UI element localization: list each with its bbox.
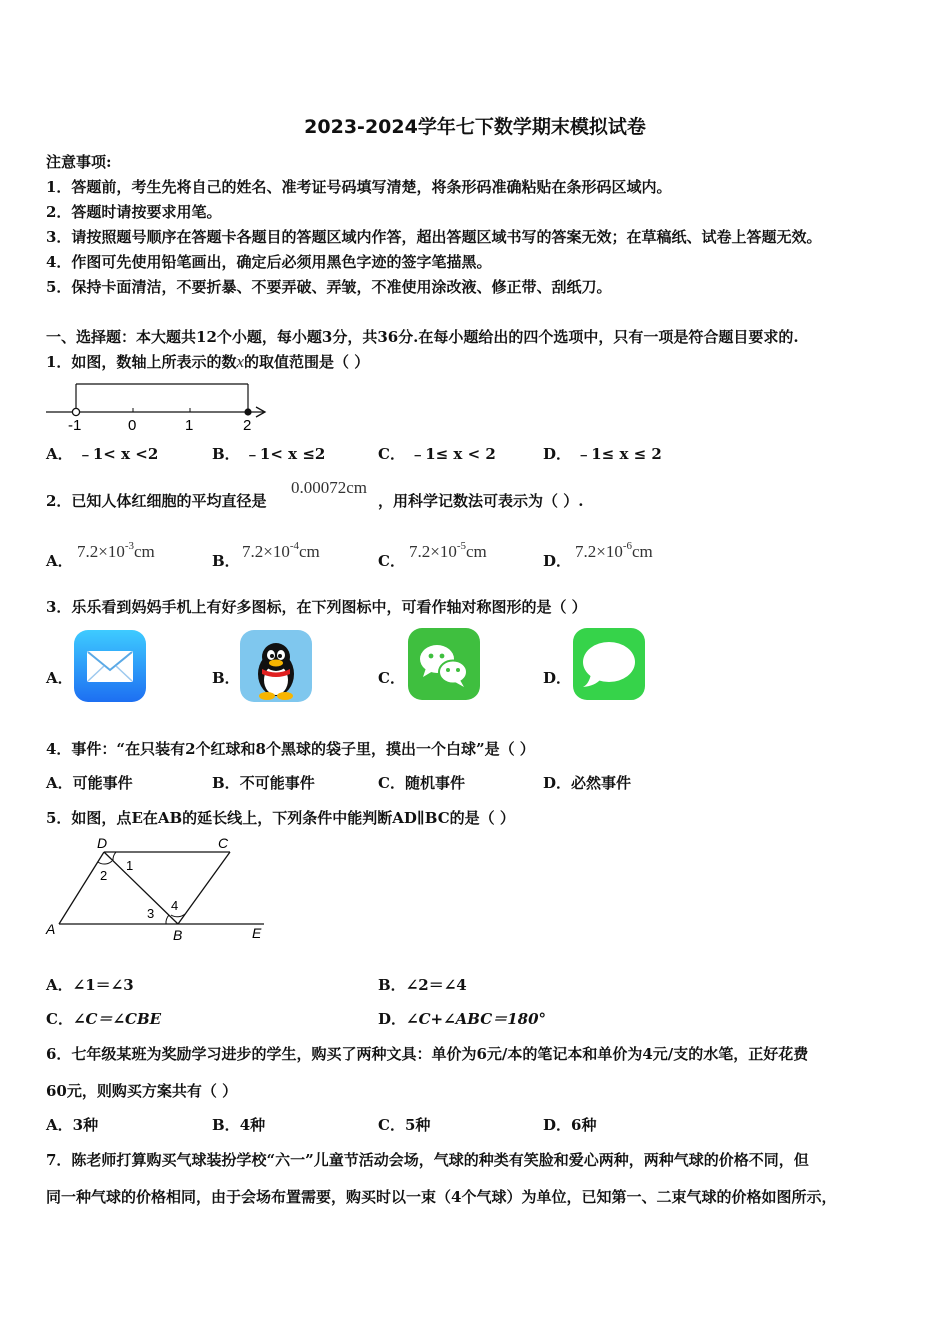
number-line-figure	[44, 376, 274, 434]
q4-option-a[interactable]: A．可能事件	[46, 774, 133, 792]
q6-stem-line1: 6．七年级某班为奖励学习进步的学生，购买了两种文具：单价为6元/本的笔记本和单价为4元/支的水笔，正好花费	[46, 1045, 809, 1063]
q7-stem-line1: 7．陈老师打算购买气球装扮学校“六一”儿童节活动会场，气球的种类有笑脸和爱心两种，两种气球的价格不同，但	[46, 1151, 809, 1169]
q2-option-d-value[interactable]: $7.2\times 10^{-6}cm$	[575, 540, 653, 561]
q7-stem-line2: 同一种气球的价格相同，由于会场布置需要，购买时以一束（4个气球）为单位，已知第一、二束气球的价格如图所示，	[46, 1188, 837, 1206]
q4-option-d[interactable]: D．必然事件	[543, 774, 632, 792]
point-label-B: B	[173, 927, 183, 943]
notice-heading: 注意事项:	[46, 153, 112, 171]
line-AD	[59, 852, 104, 924]
angle-arc-3	[166, 915, 169, 924]
point-label-A: A	[46, 921, 56, 937]
section-heading: 一、选择题：本大题共12个小题，每小题3分，共36分.在每小题给出的四个选项中，只有一项是符合题目要求的.	[46, 328, 799, 346]
q2-option-c-label[interactable]: C．	[378, 552, 405, 570]
angle-label-2: 2	[100, 868, 108, 883]
question-3-stem: 3．乐乐看到妈妈手机上有好多图标，在下列图标中，可看作轴对称图形的是（ ）	[46, 598, 587, 616]
point-label-E: E	[252, 925, 262, 941]
q1-option-c[interactable]: C． ﹣1≤ x < 2	[378, 445, 496, 463]
line-BC	[178, 852, 230, 924]
q2-option-a-label[interactable]: A．	[46, 552, 73, 570]
q4-option-c[interactable]: C．随机事件	[378, 774, 465, 792]
q2-option-c-value[interactable]: $7.2\times 10^{-5}cm$	[409, 540, 487, 561]
question-4-stem: 4．事件：“在只装有2个红球和8个黑球的袋子里，摸出一个白球”是（ ）	[46, 740, 535, 758]
q5-option-b[interactable]: B．∠2＝∠4	[378, 976, 467, 994]
notice-item: 1．答题前，考生先将自己的姓名、准考证号码填写清楚，将条形码准确粘贴在条形码区域内。	[46, 178, 672, 196]
q5-option-d[interactable]: D．∠C+∠ABC＝180°	[378, 1010, 547, 1028]
angle-arc-1	[113, 852, 116, 861]
q1-option-d[interactable]: D． ﹣1≤ x ≤ 2	[543, 445, 662, 463]
angle-label-3: 3	[147, 906, 155, 921]
q6-option-d[interactable]: D．6种	[543, 1116, 597, 1134]
q2-option-a-value[interactable]: $7.2\times 10^{-3}cm$	[77, 540, 155, 561]
q5-option-a[interactable]: A．∠1＝∠3	[46, 976, 134, 994]
angle-arc-2	[98, 861, 112, 864]
q2-option-d-label[interactable]: D．	[543, 552, 572, 570]
notice-item: 4．作图可先使用铅笔画出，确定后必须用黑色字迹的签字笔描黑。	[46, 253, 492, 271]
messages-icon[interactable]	[573, 628, 645, 700]
q5-option-c[interactable]: C．∠C＝∠CBE	[46, 1010, 162, 1028]
axis-label: 1	[185, 417, 194, 434]
parallelogram-figure	[40, 834, 272, 946]
notice-item: 2．答题时请按要求用笔。	[46, 203, 222, 221]
axis-label: 2	[243, 417, 252, 434]
wechat-icon[interactable]	[408, 628, 480, 700]
q6-option-c[interactable]: C．5种	[378, 1116, 431, 1134]
mail-app-icon[interactable]	[74, 630, 146, 702]
q6-stem-line2: 60元，则购买方案共有（ ）	[46, 1082, 238, 1100]
q2-option-b-label[interactable]: B．	[212, 552, 240, 570]
q4-option-b[interactable]: B．不可能事件	[212, 774, 315, 792]
angle-label-4: 4	[171, 898, 179, 913]
q3-option-a-label[interactable]: A．	[46, 669, 73, 687]
question-5-stem: 5．如图，点E在AB的延长线上，下列条件中能判断AD∥BC的是（ ）	[46, 809, 515, 827]
notice-item: 5．保持卡面清洁，不要折暴、不要弄破、弄皱，不准使用涂改液、修正带、刮纸刀。	[46, 278, 612, 296]
q1-stem-b: 的取值范围是（ ）	[244, 353, 370, 371]
q2-value: 0.00072cm	[291, 478, 368, 497]
q1-stem-a: 1．如图，数轴上所表示的数	[46, 353, 237, 371]
point-label-D: D	[97, 835, 108, 851]
open-endpoint	[72, 408, 79, 415]
q6-option-a[interactable]: A．3种	[46, 1116, 99, 1134]
q3-option-b-label[interactable]: B．	[212, 669, 240, 687]
q6-option-b[interactable]: B．4种	[212, 1116, 266, 1134]
q2-stem-a: 2．已知人体红细胞的平均直径是	[46, 492, 267, 510]
notice-item: 3．请按照题号顺序在答题卡各题目的答题区域内作答，超出答题区域书写的答案无效；在草稿纸、试卷上答题无效。	[46, 228, 822, 246]
angle-label-1: 1	[126, 858, 134, 873]
point-label-C: C	[218, 835, 229, 851]
qq-penguin-icon[interactable]	[240, 630, 312, 702]
q1-option-a[interactable]: A． ﹣1< x <2	[46, 445, 159, 463]
q3-option-c-label[interactable]: C．	[378, 669, 405, 687]
axis-label: -1	[68, 417, 82, 434]
closed-endpoint	[244, 408, 251, 415]
q1-option-b[interactable]: B． ﹣1< x ≤2	[212, 445, 326, 463]
page-title: 2023-2024学年七下数学期末模拟试卷	[304, 116, 646, 138]
axis-label: 0	[128, 417, 137, 434]
line-DB	[104, 852, 178, 924]
q3-option-d-label[interactable]: D．	[543, 669, 572, 687]
q2-option-b-value[interactable]: $7.2\times 10^{-4}cm$	[242, 540, 320, 561]
question-1-stem	[46, 352, 369, 372]
q2-stem-b: ，用科学记数法可表示为（ ）.	[378, 492, 584, 510]
q1-var: x	[236, 352, 244, 371]
